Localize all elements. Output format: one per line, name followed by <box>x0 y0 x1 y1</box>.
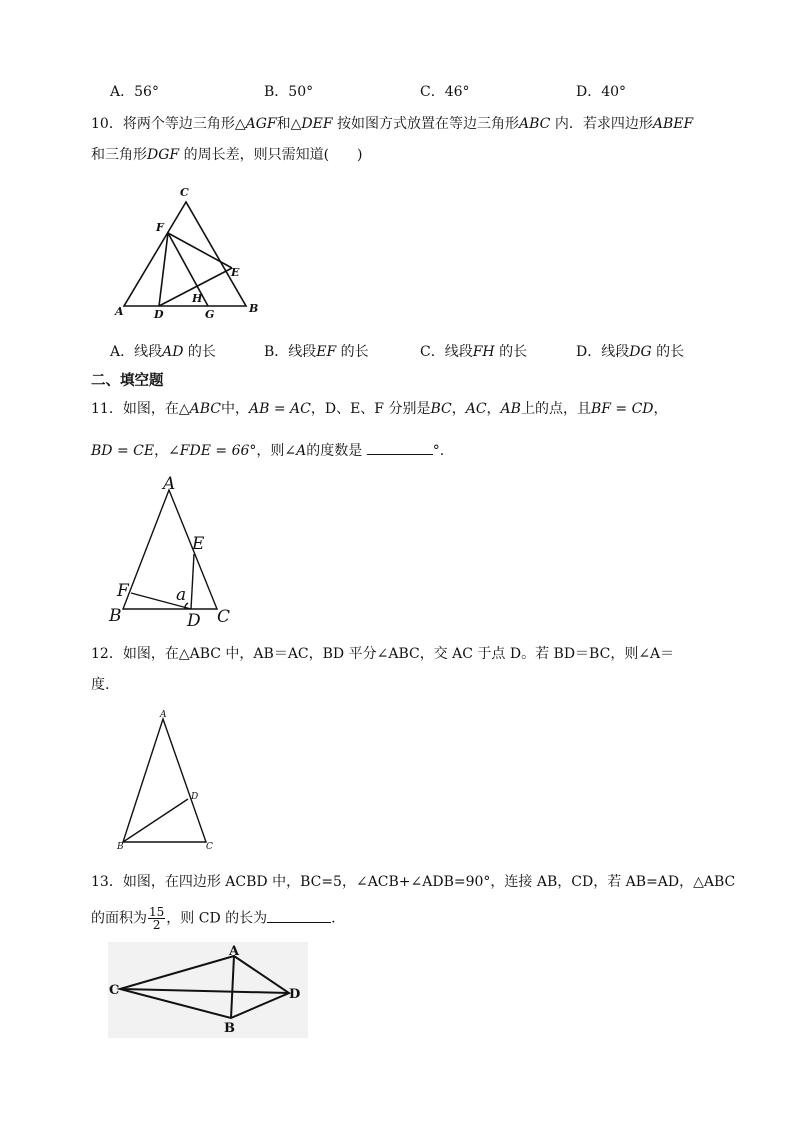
segment-de <box>191 554 194 609</box>
q13-line1: 13．如图，在四边形 ACBD 中，BC=5，∠ACB+∠ADB=90°，连接 AB，CD，若 AB=AD，△ABC <box>91 874 736 890</box>
label-c: C <box>109 983 120 998</box>
q11-line1: 11．如图，在△ABC中，AB = AC，D、E、F 分别是BC，AC，AB上的点，且BF = CD， <box>91 401 668 417</box>
label-d: D <box>191 792 199 802</box>
q12-line2: 度. <box>91 677 110 693</box>
q10-line1: 10．将两个等边三角形△AGF和△DEF 按如图方式放置在等边三角形ABC 内．若求四边形ABEF <box>91 116 694 132</box>
label-f: F <box>156 221 164 234</box>
label-d: D <box>154 308 164 321</box>
triangle-abc <box>124 202 246 306</box>
label-b: B <box>117 842 124 852</box>
label-c: C <box>217 607 231 627</box>
fraction-fifteen-halves: $\frac{15}{2}$ <box>149 905 165 932</box>
label-e: E <box>192 534 205 554</box>
q10-line2: 和三角形DGF 的周长差，则只需知道( ) <box>91 147 363 163</box>
q9-option-a[interactable]: A．56° <box>110 84 159 100</box>
label-c: C <box>206 842 213 852</box>
label-b: B <box>224 1021 235 1036</box>
q10-option-b[interactable]: B．线段EF 的长 <box>264 344 369 360</box>
label-d: D <box>187 611 201 630</box>
label-g: G <box>205 308 215 321</box>
q13-answer-blank[interactable] <box>267 908 331 923</box>
label-b: B <box>249 302 259 315</box>
q11-figure <box>104 472 244 630</box>
q10-option-a[interactable]: A．线段AD 的长 <box>110 344 216 360</box>
section-header-fill-in: 二、填空题 <box>91 373 164 389</box>
q13-figure <box>108 942 308 1038</box>
q11-answer-blank[interactable] <box>367 440 433 455</box>
triangle-abc <box>123 719 206 842</box>
q9-option-b[interactable]: B．50° <box>264 84 314 100</box>
label-c: C <box>180 186 189 199</box>
q9-option-d[interactable]: D．40° <box>576 84 627 100</box>
label-a: A <box>229 944 240 959</box>
segment-bd <box>123 799 188 842</box>
q13-line2: 的面积为 $\frac{15}{2}$ ，则 CD 的长为 . <box>91 905 336 932</box>
label-d: D <box>289 987 301 1002</box>
label-alpha: a <box>176 585 187 605</box>
label-a: A <box>163 474 176 494</box>
label-b: B <box>109 606 122 626</box>
q9-option-c[interactable]: C．46° <box>420 84 470 100</box>
label-e: E <box>231 266 240 279</box>
q11-line2: BD = CE，∠FDE = 66°，则∠A的度数是 °. <box>91 440 444 461</box>
q10-figure <box>110 182 270 322</box>
label-h: H <box>192 292 203 305</box>
q12-figure <box>110 704 230 854</box>
q12-line1: 12．如图，在△ABC 中，AB＝AC，BD 平分∠ABC，交 AC 于点 D。若 BD＝BC，则∠A＝ <box>91 646 675 662</box>
label-f: F <box>117 581 129 601</box>
label-a: A <box>115 305 124 318</box>
q10-option-d[interactable]: D．线段DG 的长 <box>576 344 685 360</box>
q10-option-c[interactable]: C．线段FH 的长 <box>420 344 528 360</box>
label-a: A <box>160 710 167 720</box>
